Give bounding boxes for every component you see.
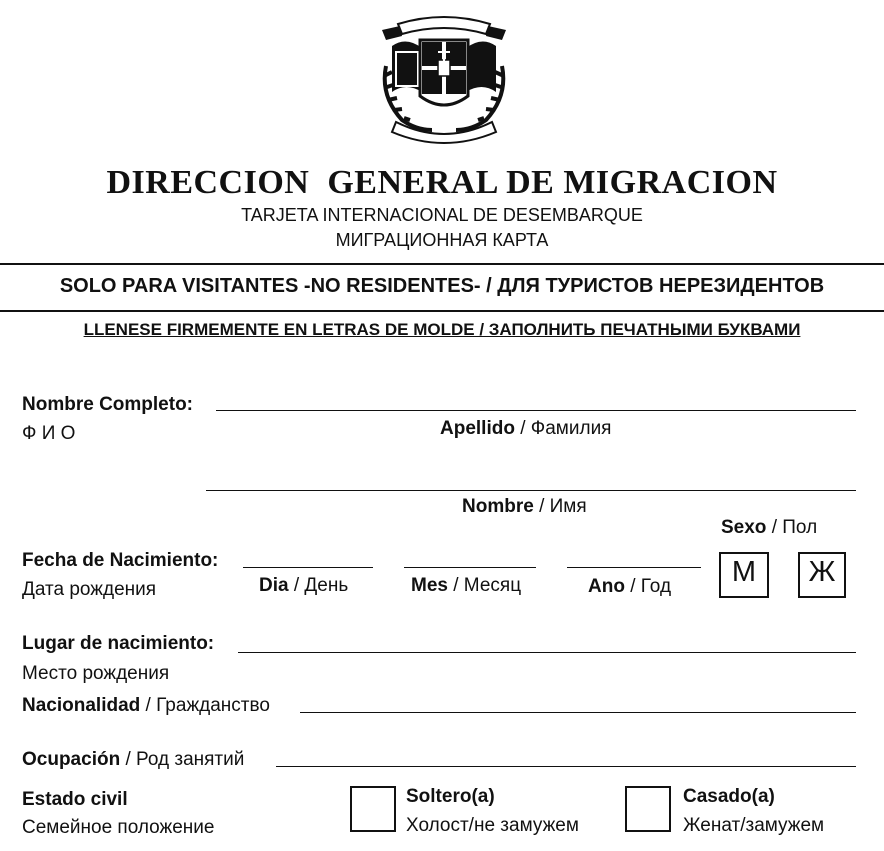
sex-caption (721, 517, 817, 539)
given-name-field[interactable] (206, 490, 856, 491)
birth-day-field[interactable] (243, 567, 373, 568)
year-label-ru: / Год (624, 576, 672, 597)
sex-option-zh[interactable] (798, 552, 846, 598)
nationality-label: Nacionalidad (22, 695, 141, 716)
occupation-label: Ocupación (22, 749, 121, 770)
birth-place-label: Lugar de nacimiento: (22, 633, 215, 654)
year-label: Ano (588, 576, 625, 597)
given-name-caption (462, 496, 587, 518)
coat-of-arms-emblem (372, 6, 516, 146)
civil-status-label-ru: Семейное положение (22, 817, 215, 838)
year-caption (588, 576, 671, 598)
day-label-ru: / День (288, 575, 349, 596)
surname-label-ru: / Фамилия (514, 418, 612, 439)
month-label: Mes (411, 575, 448, 596)
sex-label-ru: / Пол (766, 517, 818, 538)
birth-place-field[interactable] (238, 652, 856, 653)
birth-month-field[interactable] (404, 567, 536, 568)
single-label-ru: Холост/не замужем (406, 815, 579, 836)
full-name-label: Nombre Completo: (22, 394, 193, 415)
nationality-field[interactable] (300, 712, 856, 713)
single-checkbox[interactable] (350, 786, 396, 832)
full-name-label-ru: Ф И О (22, 423, 76, 444)
birth-year-field[interactable] (567, 567, 701, 568)
occupation-label-ru: / Род занятий (120, 749, 245, 770)
given-name-label-ru: / Имя (533, 496, 587, 517)
surname-caption (440, 418, 611, 440)
surname-label: Apellido (440, 418, 515, 439)
birth-place-label-ru: Место рождения (22, 663, 170, 684)
given-name-label: Nombre (462, 496, 534, 517)
nationality-caption (22, 695, 270, 717)
sex-option-m-label: M (731, 556, 757, 588)
sex-option-zh-label: Ж (808, 556, 836, 588)
married-label: Casado(a) (683, 786, 775, 807)
banner-top-rule (0, 263, 884, 265)
occupation-field[interactable] (276, 766, 856, 767)
married-label-ru: Женат/замужем (683, 815, 825, 836)
page-title: DIRECCION GENERAL DE MIGRACION (106, 164, 778, 201)
day-label: Dia (259, 575, 289, 596)
visitors-banner: SOLO PARA VISITANTES -NO RESIDENTES- / ДЛЯ ТУРИСТОВ НЕРЕЗИДЕНТОВ (59, 275, 825, 297)
nationality-label-ru: / Гражданство (140, 695, 270, 716)
month-caption (411, 575, 521, 597)
sex-label: Sexo (721, 517, 767, 538)
birth-date-label-ru: Дата рождения (22, 579, 157, 600)
sex-option-m[interactable] (719, 552, 769, 598)
month-label-ru: / Месяц (447, 575, 522, 596)
civil-status-label: Estado civil (22, 789, 128, 810)
single-label: Soltero(a) (406, 786, 495, 807)
birth-date-label: Fecha de Nacimiento: (22, 550, 219, 571)
banner-bottom-rule (0, 310, 884, 312)
subtitle-spanish: TARJETA INTERNACIONAL DE DESEMBARQUE (241, 205, 643, 225)
fill-instruction: LLENESE FIRMEMENTE EN LETRAS DE MOLDE / ЗАПОЛНИТЬ ПЕЧАТНЫМИ БУКВАМИ (83, 320, 801, 339)
day-caption (259, 575, 348, 597)
full-name-field[interactable] (216, 410, 856, 411)
occupation-caption (22, 749, 244, 771)
subtitle-russian: МИГРАЦИОННАЯ КАРТА (335, 230, 549, 250)
married-checkbox[interactable] (625, 786, 671, 832)
